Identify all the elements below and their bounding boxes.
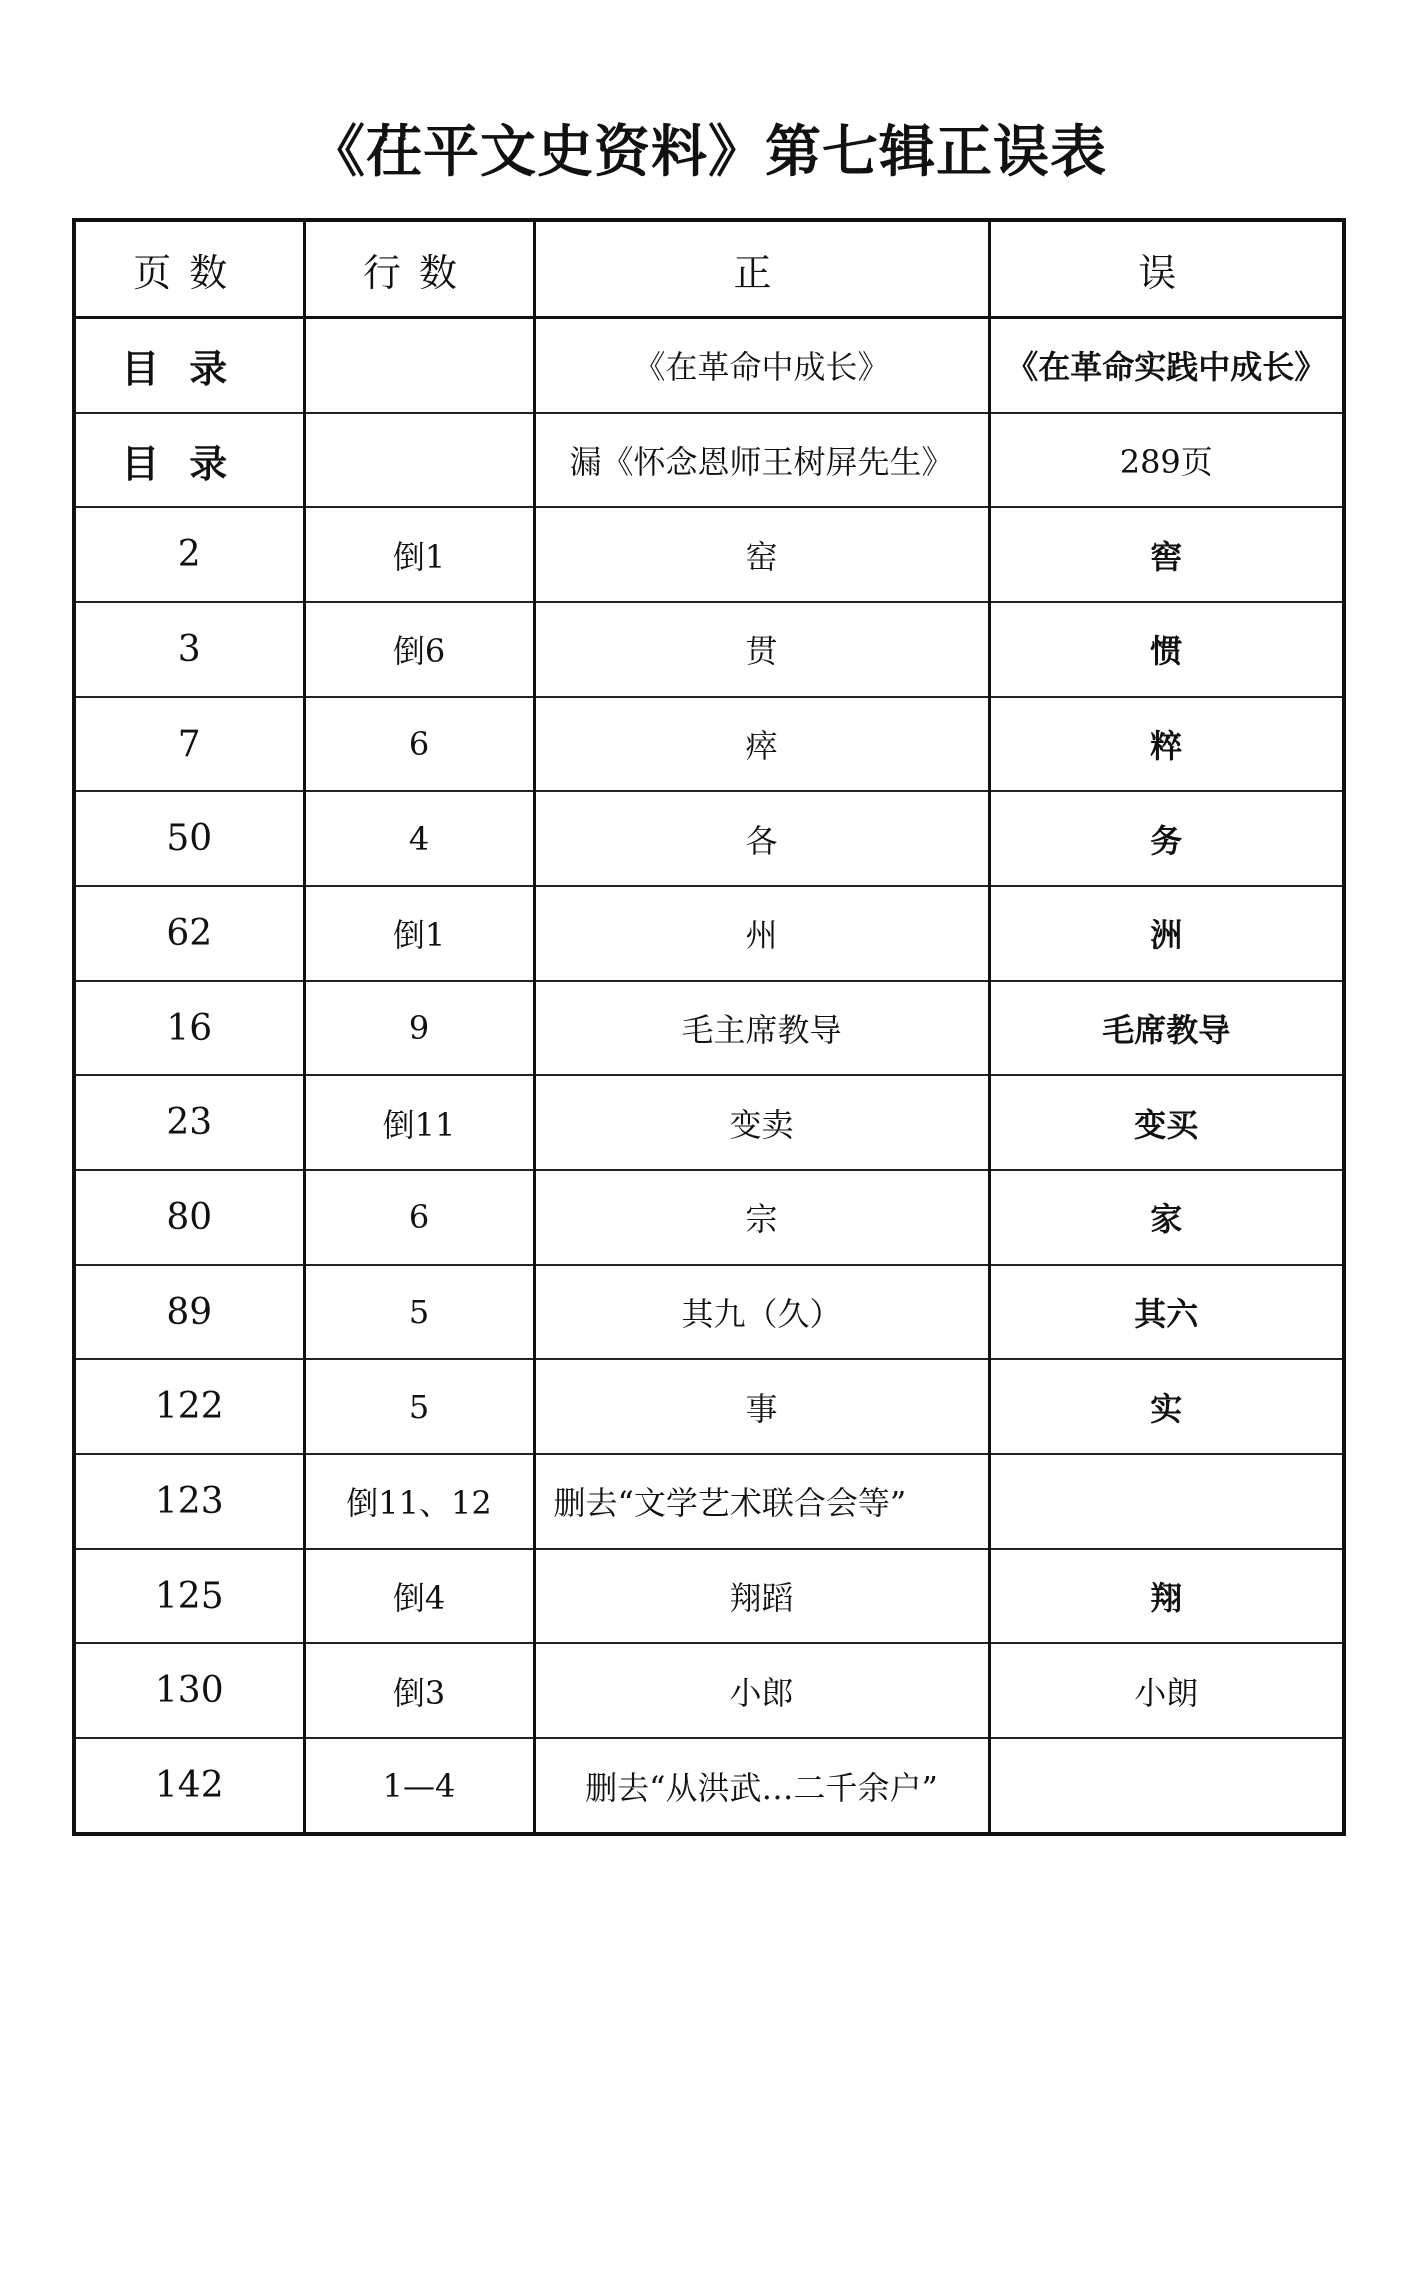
table-row — [74, 1549, 1344, 1644]
cell-wrong: 洲 — [989, 886, 1344, 981]
cell-wrong: 务 — [989, 791, 1344, 886]
cell-wrong: 变买 — [989, 1075, 1344, 1170]
cell-page: 2 — [74, 507, 304, 602]
cell-wrong: 《在革命实践中成长》 — [989, 318, 1344, 413]
table-row — [74, 886, 1344, 981]
cell-wrong: 小朗 — [989, 1643, 1344, 1738]
table-row — [74, 318, 1344, 413]
cell-wrong: 粹 — [989, 697, 1344, 792]
cell-page: 16 — [74, 981, 304, 1076]
cell-line: 4 — [304, 791, 534, 886]
cell-page: 122 — [74, 1359, 304, 1454]
cell-page: 80 — [74, 1170, 304, 1265]
cell-correct: 宗 — [534, 1170, 989, 1265]
cell-line: 倒11、12 — [304, 1454, 534, 1549]
table-row — [74, 1359, 1344, 1454]
cell-line — [304, 413, 534, 508]
cell-page: 62 — [74, 886, 304, 981]
cell-correct: 瘁 — [534, 697, 989, 792]
cell-line: 倒1 — [304, 507, 534, 602]
cell-line: 5 — [304, 1265, 534, 1360]
cell-line: 倒4 — [304, 1549, 534, 1644]
table-row — [74, 1075, 1344, 1170]
cell-wrong: 毛席教导 — [989, 981, 1344, 1076]
cell-page: 125 — [74, 1549, 304, 1644]
cell-line: 1—4 — [304, 1738, 534, 1834]
header-page: 页数 — [74, 220, 304, 318]
cell-correct: 删去“文学艺术联合会等” — [534, 1454, 989, 1549]
cell-line: 倒3 — [304, 1643, 534, 1738]
cell-correct: 贯 — [534, 602, 989, 697]
cell-wrong: 翔 — [989, 1549, 1344, 1644]
cell-line: 6 — [304, 1170, 534, 1265]
cell-correct: 窑 — [534, 507, 989, 602]
cell-page: 23 — [74, 1075, 304, 1170]
page-title: 《茌平文史资料》第七辑正误表 — [309, 120, 1107, 185]
cell-page: 142 — [74, 1738, 304, 1834]
cell-page: 3 — [74, 602, 304, 697]
cell-correct: 删去“从洪武…二千余户” — [534, 1738, 989, 1834]
cell-page: 123 — [74, 1454, 304, 1549]
cell-correct: 其九（久） — [534, 1265, 989, 1360]
cell-line: 倒1 — [304, 886, 534, 981]
cell-correct: 各 — [534, 791, 989, 886]
cell-correct: 州 — [534, 886, 989, 981]
cell-wrong: 家 — [989, 1170, 1344, 1265]
table-row — [74, 697, 1344, 792]
table-row — [74, 791, 1344, 886]
table-row — [74, 507, 1344, 602]
cell-correct: 漏《怀念恩师王树屏先生》 — [534, 413, 989, 508]
cell-line: 倒11 — [304, 1075, 534, 1170]
header-wrong: 误 — [989, 220, 1344, 318]
cell-correct: 变卖 — [534, 1075, 989, 1170]
cell-line: 6 — [304, 697, 534, 792]
cell-wrong — [989, 1454, 1344, 1549]
table-row — [74, 1454, 1344, 1549]
cell-correct: 事 — [534, 1359, 989, 1454]
table-header-row — [74, 220, 1344, 318]
header-line: 行数 — [304, 220, 534, 318]
cell-page: 89 — [74, 1265, 304, 1360]
cell-page: 50 — [74, 791, 304, 886]
table-row — [74, 981, 1344, 1076]
cell-wrong: 惯 — [989, 602, 1344, 697]
header-correct: 正 — [534, 220, 989, 318]
cell-wrong — [989, 1738, 1344, 1834]
cell-page: 目录 — [74, 413, 304, 508]
cell-line — [304, 318, 534, 413]
cell-correct: 小郎 — [534, 1643, 989, 1738]
cell-wrong: 窖 — [989, 507, 1344, 602]
cell-line: 9 — [304, 981, 534, 1076]
table-row — [74, 1738, 1344, 1834]
cell-wrong: 其六 — [989, 1265, 1344, 1360]
cell-page: 目录 — [74, 318, 304, 413]
cell-wrong: 289页 — [989, 413, 1344, 508]
cell-page: 7 — [74, 697, 304, 792]
cell-page: 130 — [74, 1643, 304, 1738]
table-row — [74, 1265, 1344, 1360]
cell-correct: 毛主席教导 — [534, 981, 989, 1076]
table-row — [74, 1170, 1344, 1265]
cell-line: 5 — [304, 1359, 534, 1454]
cell-correct: 《在革命中成长》 — [534, 318, 989, 413]
cell-correct: 翔蹈 — [534, 1549, 989, 1644]
cell-line: 倒6 — [304, 602, 534, 697]
table-row — [74, 602, 1344, 697]
table-row — [74, 1643, 1344, 1738]
table-row — [74, 413, 1344, 508]
cell-wrong: 实 — [989, 1359, 1344, 1454]
errata-table — [72, 218, 1346, 1836]
